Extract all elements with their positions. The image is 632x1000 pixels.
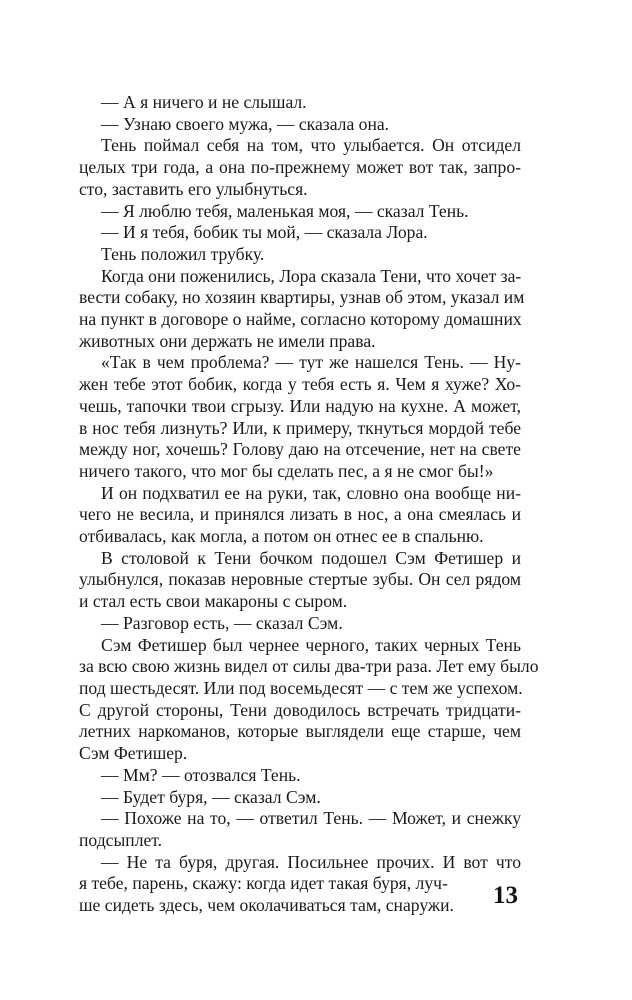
text-line: Тень положил трубку. — [101, 243, 265, 264]
text-line: Сэм Фетишер. — [79, 743, 188, 764]
text-line: подсыплет. — [79, 829, 163, 850]
text-line: «Так в чем проблема? — тут же нашелся Тень. — Ну- — [101, 352, 521, 373]
text-line: чешь, тапочки твои сгрызу. Или надую на кухне. А может, — [79, 395, 521, 416]
text-line: — Не та буря, другая. Посильнее прочих. И вот что — [101, 851, 521, 872]
text-line: В столовой к Тени бочком подошел Сэм Фетишер и — [101, 547, 521, 568]
text-line: отбивалась, как могла, а потом он отнес ее в спальню. — [79, 526, 484, 547]
text-line: жен тебе этот бобик, когда у тебя есть я. Чем я хуже? Хо- — [79, 374, 521, 395]
text-line: — И я тебя, бобик ты мой, — сказала Лора. — [101, 222, 428, 243]
text-line: — Похоже на то, — ответил Тень. — Может, и снежку — [101, 808, 521, 829]
text-line: — Мм? — отозвался Тень. — [101, 764, 301, 785]
page-number: 13 — [493, 882, 518, 909]
text-line: в нос тебя лизнуть? Или, к примеру, ткнуться мордой тебе — [79, 417, 521, 438]
text-line: И он подхватил ее на руки, так, словно она вообще ни- — [101, 482, 521, 503]
text-line: Тень поймал себя на том, что улыбается. Он отсидел — [101, 135, 521, 156]
text-line: животных они держать не имели права. — [79, 330, 376, 351]
text-line: Когда они поженились, Лора сказала Тени, что хочет за- — [101, 265, 522, 286]
text-line: — Я люблю тебя, маленькая моя, — сказал Тень. — [101, 200, 469, 221]
text-line: я тебе, парень, скажу: когда идет такая буря, луч- — [79, 873, 448, 894]
text-line: за всю свою жизнь видел от силы два-три раза. Лет ему было — [79, 656, 539, 677]
text-line: сто, заставить его улыбнуться. — [79, 178, 308, 199]
text-line: на пункт в договоре о найме, согласно которому домашних — [79, 309, 522, 330]
text-line: и стал есть свои макароны с сыром. — [79, 591, 348, 612]
text-line: С другой стороны, Тени доводилось встречать тридцати- — [79, 699, 521, 720]
text-line: улыбнулся, показав неровные стертые зубы. Он сел рядом — [79, 569, 521, 590]
text-line: Сэм Фетишер был чернее черного, таких черных Тень — [101, 634, 521, 655]
text-line: чего не весила, и принялся лизать в нос, а она смеялась и — [79, 504, 521, 525]
text-line: ничего такого, что мог бы сделать пес, а я не смог бы!» — [79, 460, 494, 481]
text-line: под шестьдесят. Или под восемьдесят — с тем же успехом. — [79, 677, 523, 698]
text-line: — Разговор есть, — сказал Сэм. — [101, 612, 343, 633]
text-line: — А я ничего и не слышал. — [101, 92, 307, 112]
text-line: — Узнаю своего мужа, — сказала она. — [101, 113, 390, 134]
text-line: целых три года, а она по-прежнему может вот так, запро- — [79, 157, 521, 178]
text-line: летних наркоманов, которые выглядели еще старше, чем — [79, 721, 521, 742]
body-text — [79, 92, 539, 917]
text-line: — Будет буря, — сказал Сэм. — [101, 786, 321, 807]
text-line: вести собаку, но хозяин квартиры, узнав об этом, указал им — [79, 287, 525, 308]
text-line: между ног, хочешь? Голову даю на отсечение, нет на свете — [79, 439, 521, 460]
text-line: ше сидеть здесь, чем околачиваться там, снаружи. — [79, 895, 454, 916]
